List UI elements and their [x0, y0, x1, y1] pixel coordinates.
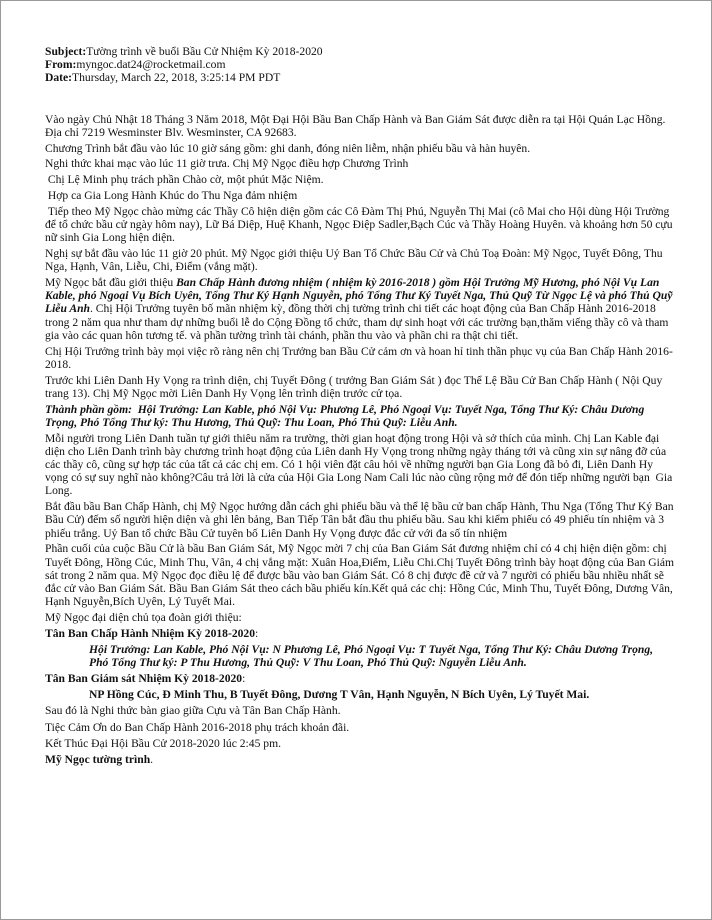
paragraph-thanks: Chị Hội Trưởng trình bày mọi việc rõ ràng nên chị Trưởng ban Bầu Cử cảm ơn và hoan hỉ tinh thần phục vụ của Ban Chấp Hành 2016-2018. — [45, 344, 673, 371]
paragraph-introduction: Mỹ Ngọc đại diện chủ tọa đoàn giới thiệu: — [45, 611, 242, 625]
new-supervisory-title: Tân Ban Giám sát Nhiệm Kỳ 2018-2020 — [45, 672, 243, 686]
from-value: myngoc.dat24@rocketmail.com — [76, 58, 226, 72]
paragraph-opening: Nghi thức khai mạc vào lúc 11 giờ trưa. Chị Mỹ Ngọc điều hợp Chương Trình — [45, 157, 409, 171]
paragraph-vote-supervisory: Phần cuối của cuộc Bầu Cử là bầu Ban Giám Sát, Mỹ Ngọc mời 7 chị của Ban Giám Sát đương nhiệm chỉ có 4 chị hiện diện gồm: chị Tuyết Đông, Hồng Cúc, Minh Thu, Vân, 4 chị vắng mặt: Xuân Hoa,Điểm, Liễu Chi.Chị Tuyết Đông trình bày hoạt động của Ban Giám sát trong 2 năm qua. Mỹ Ngọc đọc điều lệ để được bầu vào ban Giám Sát. Có 8 chị được đề cử và 7 người có phiếu bầu nhiều nhất sẽ đắc cử vào Ban Giám Sát. Bầu Ban Giám Sát theo cách bầu phiếu kín.Kết quả các chị: Hồng Cúc, Minh Thu, Tuyết Đông, Dương Vân, Hạnh Nguyễn,Bích Uyên, Lý Tuyết Mai. — [45, 542, 675, 609]
outgoing-report: . Chị Hội Trưởng tuyên bố mãn nhiệm kỳ, đồng thời chị tường trình chi tiết các hoạt động của Ban Chấp Hành 2016-2018 trong 2 năm qua như tham dự những buổi lễ do Cộng Đồng tổ chức, tham dự sinh hoạt với các trường bạn,thăm viếng thầy cô và tham gia vào các quan hôn tương tế. và phần tường trình tài chánh, phần thu vào và phần chi ra thật chi tiết. — [45, 302, 669, 342]
signoff-name: Mỹ Ngọc tường trình — [45, 753, 151, 767]
paragraph-vote-board: Bắt đầu bầu Ban Chấp Hành, chị Mỹ Ngọc hướng dẫn cách ghi phiếu bầu và thể lệ bầu cử ban chấp Hành, Thu Nga (Tổng Thư Ký Ban Bầu Cử) đếm số người hiện diện và ghi lên bảng, Ban Tiếp Tân bắt đầu thu phiếu bầu. Sau khi kiểm phiếu có 49 phiếu tín nhiệm và 3 phiếu trắng. Uỷ Ban tổ chức Bầu Cử tuyên bố Liên Danh Hy Vọng được đắc cử với đa số tín nhiệm — [45, 500, 674, 540]
date-line — [45, 71, 675, 84]
signoff: Mỹ Ngọc tường trình. — [45, 753, 154, 767]
paragraph-anthem: Hợp ca Gia Long Hành Khúc do Thu Nga đảm nhiệm — [45, 189, 298, 202]
outgoing-board-names: Ban Chấp Hành đương nhiệm ( nhiệm kỳ 2016-2018 ) gồm Hội Trưởng Mỹ Hương, phó Nội Vụ Lan Kable, phó Ngoại Vụ Bích Uyên, Tổng Thư Ký Hạnh Nguyễn, phó Tổng Thư Ký Tuyết Nga, Thủ Quỹ Từ Ngọc Lệ và phó Thủ Quỹ Liễu Anh — [45, 276, 673, 316]
new-board-members: Hội Trưởng: Lan Kable, Phó Nội Vụ: N Phương Lê, Phó Ngoại Vụ: T Tuyết Nga, Tổng Thư Ký: Châu Dương Trọng, Phó Tổng Thư ký: P Thu Hương, Thủ Quỹ: V Thu Loan, Phó Thủ Quỹ: Nguyễn Liễu Anh. — [89, 643, 654, 670]
date-value: Thursday, March 22, 2018, 3:25:14 PM PDT — [72, 71, 281, 85]
paragraph-slate-intro: Mỗi người trong Liên Danh tuần tự giới thiêu năm ra trường, thời gian hoạt động trong Hội và sở thích của mình. Chị Lan Kable đại diện cho Liên Danh trình bày chương trình hoạt động của Liên danh Hy Vọng trong những ngày tháng tới và cũng xin sự nâng đỡ của các thầy cô, cũng sự hợp tác của tất cả các chị em. Có 1 hội viên đặt câu hỏi về những người bạn Gia Long đã bỏ đi, Liên Danh Hy vọng có sự suy nghĩ nào không?Câu trả lời là cửa của Hội Gia Long Nam Cali lúc nào cũng rộng mở để đón tiếp những người bạn Gia Long. — [45, 431, 676, 498]
paragraph-outgoing-board — [45, 276, 675, 342]
paragraph-schedule: Chương Trình bắt đầu vào lúc 10 giờ sáng gồm: ghi danh, đóng niên liễm, nhận phiếu bầu và hàn huyên. — [45, 141, 531, 155]
new-supervisory-members: NP Hồng Cúc, Đ Minh Thu, B Tuyết Đông, Dương T Vân, Hạnh Nguyễn, N Bích Uyên, Lý Tuyết Mai. — [89, 688, 590, 702]
new-supervisory-heading: Tân Ban Giám sát Nhiệm Kỳ 2018-2020: — [45, 672, 246, 686]
paragraph-venue: Vào ngày Chủ Nhật 18 Tháng 3 Năm 2018, Một Đại Hội Bầu Ban Chấp Hành và Ban Giám Sát được diễn ra tại Hội Quán Lạc Hồng. Địa chỉ 7219 Wesminster Blv. Wesminster, CA 92683. — [45, 112, 666, 139]
new-board-title: Tân Ban Chấp Hành Nhiệm Kỳ 2018-2020 — [45, 627, 256, 641]
subject-value: Tường trình về buổi Bầu Cử Nhiệm Kỳ 2018-2020 — [86, 45, 323, 58]
paragraph-closing: Kết Thúc Đại Hội Bầu Cử 2018-2020 lúc 2:45 pm. — [45, 736, 281, 750]
paragraph-rules: Trước khi Liên Danh Hy Vọng ra trình diện, chị Tuyết Đông ( trưởng Ban Giám Sát ) đọc Thể Lệ Bầu Cử Ban Chấp Hành ( Nội Quy trang 13). Chị Mỹ Ngọc mời Liên Danh Hy Vọng lên trình diện trước cử tọa. — [45, 373, 663, 400]
paragraph-agenda: Nghị sự bắt đầu vào lúc 11 giờ 20 phút. Mỹ Ngọc giới thiệu Uỷ Ban Tổ Chức Bầu Cử và Chủ Toạ Đoàn: Mỹ Ngọc, Tuyết Đông, Thu Nga, Hạnh, Vân, Liễu, Chi, Điểm (vắng mặt). — [45, 247, 663, 274]
paragraph-slate-members: Thành phần gồm: Hội Trưởng: Lan Kable, phó Nội Vụ: Phương Lê, Phó Ngoại Vụ: Tuyết Nga, Tổng Thư Ký: Châu Dương Trọng, Phó Tổng Thư ký: Thu Hương, Thủ Quỹ: Thu Loan, Phó Thủ Quỹ: Liễu Anh. — [45, 402, 648, 429]
paragraph-guests: Tiếp theo Mỹ Ngọc chào mừng các Thầy Cô hiện diện gồm các Cô Đàm Thị Phú, Nguyễn Thị Mai (cô Mai cho Hội dùng Hội Trường để tổ chức bầu cử ngày hôm nay), Lữ Bá Diệp, Huệ Khanh, Ngọc Điệp Sadler,Bạch Cúc và Thầy Hoàng Huyên. và khoảng hơn 50 cựu nữ sinh Gia Long hiện diện. — [45, 204, 676, 245]
from-label: From: — [45, 58, 77, 72]
outgoing-intro: Mỹ Ngọc bắt đầu giới thiệu — [45, 276, 177, 289]
subject-label: Subject: — [45, 45, 87, 58]
paragraph-flag-salute: Chị Lệ Minh phụ trách phần Chào cờ, một phút Mặc Niệm. — [45, 173, 324, 187]
paragraph-banquet: Tiệc Cảm Ơn do Ban Chấp Hành 2016-2018 phụ trách khoản đãi. — [45, 720, 350, 734]
subject-line — [45, 45, 675, 58]
email-content — [45, 45, 675, 769]
date-label: Date: — [45, 71, 73, 85]
from-line — [45, 58, 675, 71]
paragraph-handover: Sau đó là Nghi thức bàn giao giữa Cựu và Tân Ban Chấp Hành. — [45, 704, 341, 718]
new-board-heading: Tân Ban Chấp Hành Nhiệm Kỳ 2018-2020: — [45, 627, 259, 641]
